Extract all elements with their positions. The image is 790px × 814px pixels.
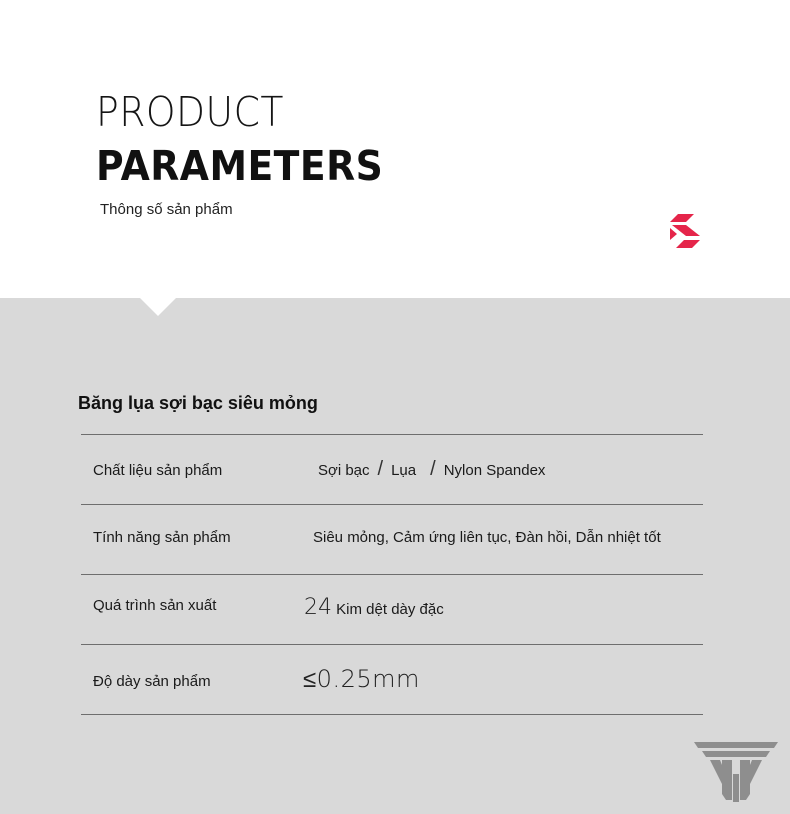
row-value-thickness: ≤0.25mm [303,665,420,693]
product-name: Băng lụa sợi bạc siêu mỏng [78,393,318,413]
row-label: Tính năng sản phẩm [93,529,231,546]
tm-brand-logo [692,740,780,804]
title-product: PRODUCT [96,88,284,136]
table-row [81,434,703,504]
process-text: Kim dệt dày đặc [336,601,444,618]
row-label: Chất liệu sản phẩm [93,462,223,479]
table-row [81,644,703,715]
row-value-process [304,595,444,620]
row-value-features: Siêu mỏng, Cảm ứng liên tục, Đàn hồi, Dẫn nhiệt tốt [313,529,661,546]
title-parameters: PARAMETERS [96,142,384,190]
material-silver: Sợi bạc [318,462,370,479]
table-row [81,504,703,574]
row-value-material [318,458,545,481]
section-notch [140,298,176,316]
separator: / [430,458,436,480]
separator: / [377,458,384,480]
subtitle: Thông số sản phẩm [100,201,233,218]
material-silk: Lụa [391,462,417,479]
row-label: Độ dày sản phẩm [93,673,211,690]
parameters-table [81,434,703,715]
needle-count: 24 [304,595,332,620]
s-brand-icon [668,212,702,250]
material-nylon: Nylon Spandex [443,462,546,479]
row-label: Quá trình sản xuất [93,597,217,614]
table-row [81,574,703,644]
